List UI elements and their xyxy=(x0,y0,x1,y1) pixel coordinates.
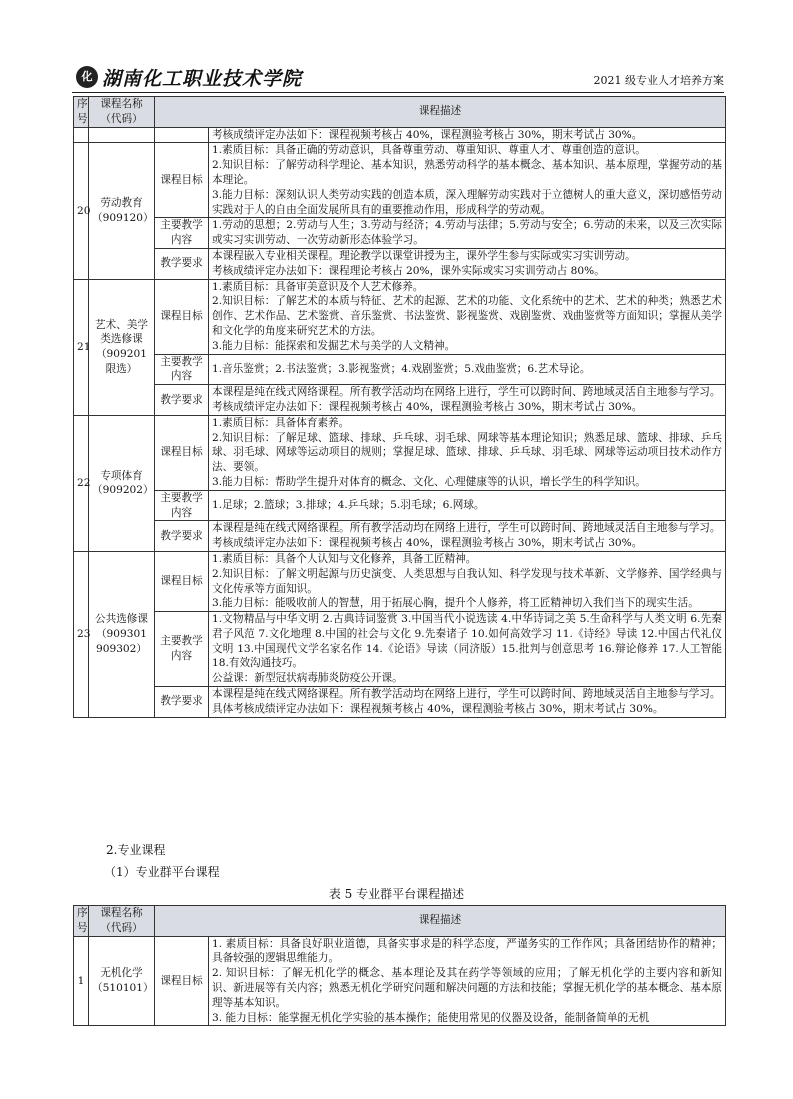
course-desc xyxy=(209,687,726,718)
sub-label: 主要教学内容 xyxy=(155,354,209,385)
course-name: 专项体育（909202） xyxy=(89,415,155,551)
desc-line: 3.能力目标：能吸收前人的智慧，用于拓展心胸，提升个人修养，将工匠精神切入我们当下的现实生活。 xyxy=(212,597,699,610)
course-desc xyxy=(209,354,726,385)
col-header-desc: 课程描述 xyxy=(155,97,726,128)
table-row xyxy=(74,143,726,218)
table-row xyxy=(74,521,726,552)
desc-line: 考核成绩评定办法如下：课程视频考核占 40%，课程测验考核占 30%，期末考试占 30%。 xyxy=(212,400,643,413)
course-desc xyxy=(209,490,726,521)
col-header-desc: 课程描述 xyxy=(155,906,726,937)
desc-line: 2.知识目标：了解艺术的本质与特征、艺术的起源、艺术的功能、文化系统中的艺术、艺术的种类；熟悉艺术创作、艺术作品、艺术鉴赏、音乐鉴赏、书法鉴赏、影视鉴赏、戏剧鉴赏、戏曲鉴赏等方面知识；掌握从美学和文化学的角度来研究艺术的方法。 xyxy=(212,295,722,337)
table-row xyxy=(74,279,726,354)
table-caption: 表 5 专业群平台课程描述 xyxy=(328,887,465,901)
table-row xyxy=(74,936,726,1026)
header-divider xyxy=(72,92,724,93)
sub-label: 课程目标 xyxy=(155,415,209,490)
course-desc xyxy=(209,218,726,249)
carry-over-text: 考核成绩评定办法如下：课程视频考核占 40%，课程测验考核占 30%，期末考试占 30%。 xyxy=(209,127,726,143)
sub-label: 课程目标 xyxy=(155,143,209,218)
desc-line: 3.能力目标：能探索和发掘艺术与美学的人文精神。 xyxy=(212,339,456,352)
table-row xyxy=(74,248,726,279)
course-desc xyxy=(209,385,726,416)
desc-line: 1.足球；2.篮球；3.排球；4.乒乓球；5.羽毛球；6.网球。 xyxy=(212,499,485,512)
desc-line: 公益课：新型冠状病毒肺炎防疫公开课。 xyxy=(212,672,403,685)
sub-label: 教学要求 xyxy=(155,687,209,718)
course-desc xyxy=(209,279,726,354)
desc-line: 1.素质目标：具备体育素养。 xyxy=(212,416,350,429)
course-name: 无机化学（510101） xyxy=(89,936,155,1026)
col-header-name: 课程名称（代码） xyxy=(89,97,155,128)
table-header-row xyxy=(74,97,726,128)
course-desc xyxy=(209,248,726,279)
subsection-heading: （1）专业群平台课程 xyxy=(104,865,220,879)
desc-line: 3.能力目标：深刻认识人类劳动实践的创造本质，深入理解劳动实践对于立德树人的重大意义，深切感悟劳动实践对于人的自由全面发展所具有的重要推动作用，形成科学的劳动观。 xyxy=(212,188,722,216)
desc-line: 具体考核成绩评定办法如下：课程视频考核占 40%，课程测验考核占 30%，期末考试占 30%。 xyxy=(212,702,664,715)
desc-line: 本课程是纯在线式网络课程。所有教学活动均在网络上进行，学生可以跨时间、跨地域灵活自主地参与学习。 xyxy=(212,688,721,701)
course-desc xyxy=(209,521,726,552)
table-header-row xyxy=(74,906,726,937)
desc-line: 1.素质目标：具备个人认知与文化修养，具备工匠精神。 xyxy=(212,552,477,565)
course-desc xyxy=(209,143,726,218)
course-desc xyxy=(209,415,726,490)
table-row xyxy=(74,490,726,521)
sub-label: 教学要求 xyxy=(155,248,209,279)
course-name: 劳动教育（909120） xyxy=(89,143,155,279)
sub-label: 主要教学内容 xyxy=(155,490,209,521)
desc-line: 3.能力目标：帮助学生提升对体育的概念、文化、心理健康等的认识，增长学生的科学知识。 xyxy=(212,475,646,488)
course-desc xyxy=(209,936,726,1026)
course-no: 23 xyxy=(74,551,89,717)
platform-course-table xyxy=(73,905,726,1026)
course-name: 艺术、美学类选修课（909201 限选） xyxy=(89,279,155,415)
desc-line: 本课程是纯在线式网络课程。所有教学活动均在网络上进行，学生可以跨时间、跨地域灵活自主地参与学习。 xyxy=(212,522,721,535)
desc-line: 1.文物精品与中华文明 2.古典诗词鉴赏 3.中国当代小说选读 4.中华诗词之美 5.生命科学与人类文明 6.先秦君子风范 7.文化地理 8.中国的社会与文化 9.先秦诸子 10.如何高效学习 11.《诗经》导读 12.中国古代礼仪文明 13.中国现代文学名家名作 14.《论语》导读（同济版）15.批判与创意思考 16.辩论修养 17.人工智能 18.有效沟通技巧。 xyxy=(212,613,722,670)
sub-label: 主要教学内容 xyxy=(155,218,209,249)
course-no: 21 xyxy=(74,279,89,415)
school-name-logo: 湖南化工职业技术学院 xyxy=(102,68,303,90)
table-row xyxy=(74,127,726,143)
table-row xyxy=(74,385,726,416)
sub-label: 课程目标 xyxy=(155,551,209,611)
course-no: 22 xyxy=(74,415,89,551)
page-header xyxy=(72,64,724,94)
desc-line: 本课程是纯在线式网络课程。所有教学活动均在网络上进行，学生可以跨时间、跨地域灵活自主地参与学习。 xyxy=(212,386,721,399)
col-header-name: 课程名称（代码） xyxy=(89,906,155,937)
desc-line: 考核成绩评定办法如下：课程理论考核占 20%，课外实际或实习实训劳动占 80%。 xyxy=(212,264,605,277)
course-table-continued xyxy=(73,96,726,718)
course-no: 1 xyxy=(74,936,89,1026)
course-no: 20 xyxy=(74,143,89,279)
school-logo-icon: 化 xyxy=(76,66,98,88)
desc-line: 2.知识目标：了解足球、篮球、排球、乒乓球、羽毛球、网球等基本理论知识；熟悉足球、篮球、排球、乒乓球、羽毛球、网球等运动项目的规则；掌握足球、篮球、排球、乒乓球、羽毛球、网球等运动项目技术动作方法、要领。 xyxy=(212,431,722,474)
course-desc xyxy=(209,612,726,687)
desc-line: 本课程嵌入专业相关课程。理论教学以课堂讲授为主，课外学生参与实际或实习实训劳动。 xyxy=(212,249,636,262)
course-name: 公共选修课（909301 909302） xyxy=(89,551,155,717)
desc-line: 考核成绩评定办法如下：课程视频考核占 40%，课程测验考核占 30%，期末考试占 30%。 xyxy=(212,537,643,550)
col-header-no: 序号 xyxy=(74,906,89,937)
table-row xyxy=(74,612,726,687)
desc-line: 1.劳动的思想；2.劳动与人生；3.劳动与经济；4.劳动与法律；5.劳动与安全；6.劳动的未来，以及三次实际或实习实训劳动、一次劳动新形态体验学习。 xyxy=(212,219,722,247)
desc-line: 2.知识目标：了解劳动科学理论、基本知识，熟悉劳动科学的基本概念、基本知识、基本原理，掌握劳动的基本理论。 xyxy=(212,159,722,186)
table-row xyxy=(74,687,726,718)
section-heading: 2.专业课程 xyxy=(106,843,166,857)
sub-label: 主要教学内容 xyxy=(155,612,209,687)
table-row xyxy=(74,218,726,249)
desc-line: 2. 知识目标：了解无机化学的概念、基本理论及其在药学等领域的应用；了解无机化学的主要内容和新知识、新进展等有关内容；熟悉无机化学研究问题和解决问题的方法和技能；掌握无机化学的基本概念、基本原理等基本知识。 xyxy=(212,967,722,1009)
desc-line: 2.知识目标：了解文明起源与历史演变、人类思想与自我认知、科学发现与技术革新、文学修养、国学经典与文化传承等方面知识。 xyxy=(212,567,722,595)
desc-line: 1.素质目标：具备正确的劳动意识，具备尊重劳动、尊重知识、尊重人才、尊重创造的意识。 xyxy=(212,144,646,157)
desc-line: 3. 能力目标：能掌握无机化学实验的基本操作；能使用常见的仪器及设备，能制备简单的无机 xyxy=(212,1011,650,1024)
table-row xyxy=(74,415,726,490)
desc-line: 1.音乐鉴赏；2.书法鉴赏；3.影视鉴赏；4.戏剧鉴赏；5.戏曲鉴赏；6.艺术导论。 xyxy=(212,362,591,375)
document-title: 2021 级专业人才培养方案 xyxy=(593,74,724,87)
sub-label: 教学要求 xyxy=(155,521,209,552)
table-row xyxy=(74,551,726,611)
table-row xyxy=(74,354,726,385)
desc-line: 1.素质目标：具备审美意识及个人艺术修养。 xyxy=(212,280,424,293)
sub-label: 课程目标 xyxy=(155,936,209,1026)
desc-line: 1. 素质目标：具备良好职业道德，具备实事求是的科学态度，严谨务实的工作作风；具备团结协作的精神；具备较强的逻辑思维能力。 xyxy=(212,937,722,965)
course-desc xyxy=(209,551,726,611)
sub-label: 课程目标 xyxy=(155,279,209,354)
sub-label: 教学要求 xyxy=(155,385,209,416)
col-header-no: 序号 xyxy=(74,97,89,128)
